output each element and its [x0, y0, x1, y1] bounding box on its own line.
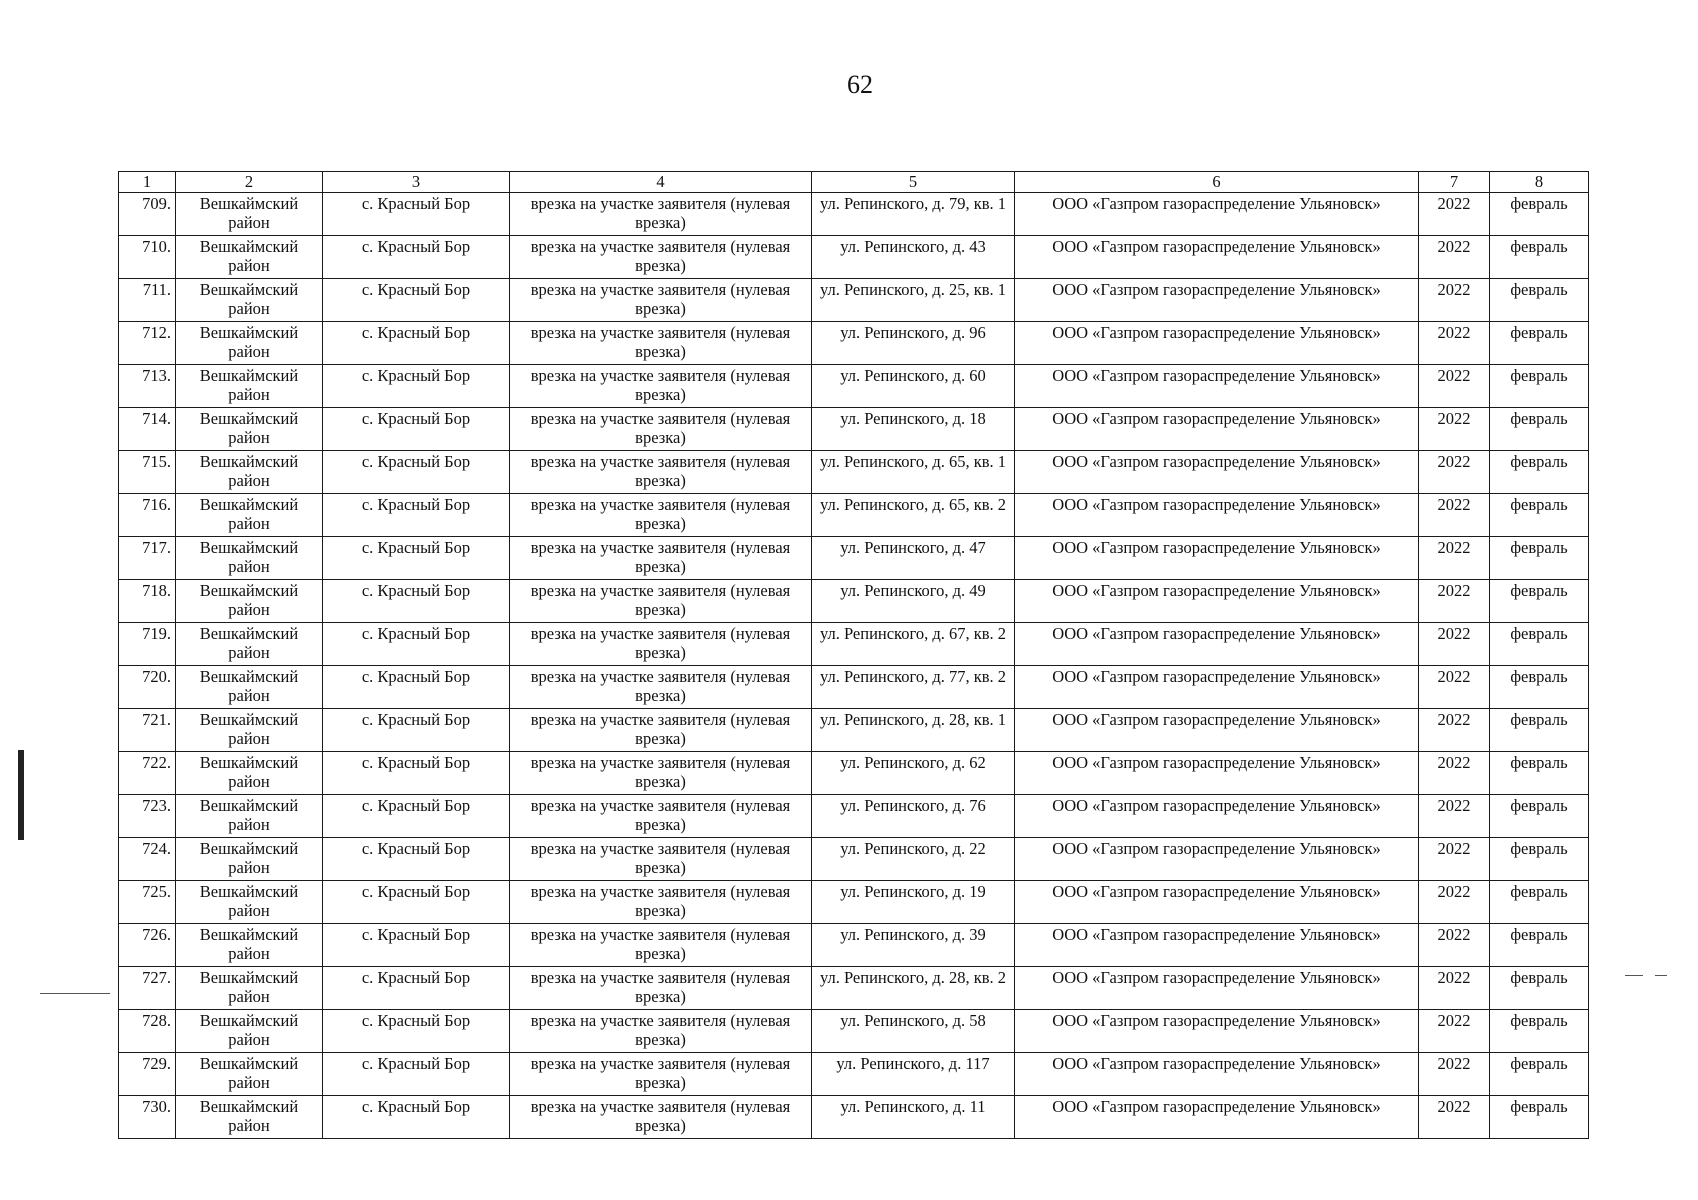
year-cell: 2022 — [1419, 408, 1490, 451]
year-cell: 2022 — [1419, 924, 1490, 967]
table-row — [119, 451, 1589, 494]
row-number-cell: 720. — [119, 666, 176, 709]
table-row — [119, 279, 1589, 322]
month-cell: февраль — [1490, 795, 1589, 838]
address-cell: ул. Репинского, д. 60 — [812, 365, 1015, 408]
year-cell: 2022 — [1419, 580, 1490, 623]
scan-artifact-line — [40, 993, 110, 994]
row-number-cell: 729. — [119, 1053, 176, 1096]
district-cell: Вешкаймский район — [176, 752, 323, 795]
work-type-cell: врезка на участке заявителя (нулевая врезка) — [510, 580, 812, 623]
month-cell: февраль — [1490, 322, 1589, 365]
address-cell: ул. Репинского, д. 39 — [812, 924, 1015, 967]
row-number-cell: 712. — [119, 322, 176, 365]
year-cell: 2022 — [1419, 709, 1490, 752]
work-type-cell: врезка на участке заявителя (нулевая врезка) — [510, 881, 812, 924]
locality-cell: с. Красный Бор — [323, 709, 510, 752]
work-type-cell: врезка на участке заявителя (нулевая врезка) — [510, 537, 812, 580]
row-number-cell: 724. — [119, 838, 176, 881]
district-cell: Вешкаймский район — [176, 494, 323, 537]
year-cell: 2022 — [1419, 451, 1490, 494]
year-cell: 2022 — [1419, 1096, 1490, 1139]
organization-cell: ООО «Газпром газораспределение Ульяновск» — [1015, 494, 1419, 537]
work-type-cell: врезка на участке заявителя (нулевая врезка) — [510, 967, 812, 1010]
table-row — [119, 838, 1589, 881]
table-row — [119, 1053, 1589, 1096]
work-type-cell: врезка на участке заявителя (нулевая врезка) — [510, 322, 812, 365]
organization-cell: ООО «Газпром газораспределение Ульяновск» — [1015, 709, 1419, 752]
locality-cell: с. Красный Бор — [323, 881, 510, 924]
work-type-cell: врезка на участке заявителя (нулевая врезка) — [510, 709, 812, 752]
locality-cell: с. Красный Бор — [323, 967, 510, 1010]
year-cell: 2022 — [1419, 279, 1490, 322]
row-number-cell: 722. — [119, 752, 176, 795]
organization-cell: ООО «Газпром газораспределение Ульяновск» — [1015, 451, 1419, 494]
table-row — [119, 1010, 1589, 1053]
year-cell: 2022 — [1419, 322, 1490, 365]
work-type-cell: врезка на участке заявителя (нулевая врезка) — [510, 279, 812, 322]
locality-cell: с. Красный Бор — [323, 623, 510, 666]
header-cell: 2 — [176, 172, 323, 193]
row-number-cell: 723. — [119, 795, 176, 838]
row-number-cell: 727. — [119, 967, 176, 1010]
organization-cell: ООО «Газпром газораспределение Ульяновск» — [1015, 193, 1419, 236]
work-type-cell: врезка на участке заявителя (нулевая врезка) — [510, 365, 812, 408]
table-body — [119, 193, 1589, 1139]
year-cell: 2022 — [1419, 537, 1490, 580]
work-type-cell: врезка на участке заявителя (нулевая врезка) — [510, 451, 812, 494]
organization-cell: ООО «Газпром газораспределение Ульяновск» — [1015, 365, 1419, 408]
header-cell: 7 — [1419, 172, 1490, 193]
work-type-cell: врезка на участке заявителя (нулевая врезка) — [510, 623, 812, 666]
locality-cell: с. Красный Бор — [323, 1010, 510, 1053]
address-cell: ул. Репинского, д. 96 — [812, 322, 1015, 365]
district-cell: Вешкаймский район — [176, 924, 323, 967]
row-number-cell: 714. — [119, 408, 176, 451]
address-cell: ул. Репинского, д. 76 — [812, 795, 1015, 838]
year-cell: 2022 — [1419, 967, 1490, 1010]
locality-cell: с. Красный Бор — [323, 1096, 510, 1139]
table-row — [119, 795, 1589, 838]
table-row — [119, 1096, 1589, 1139]
locality-cell: с. Красный Бор — [323, 322, 510, 365]
work-type-cell: врезка на участке заявителя (нулевая врезка) — [510, 924, 812, 967]
month-cell: февраль — [1490, 967, 1589, 1010]
organization-cell: ООО «Газпром газораспределение Ульяновск» — [1015, 1010, 1419, 1053]
district-cell: Вешкаймский район — [176, 236, 323, 279]
district-cell: Вешкаймский район — [176, 623, 323, 666]
work-type-cell: врезка на участке заявителя (нулевая врезка) — [510, 494, 812, 537]
address-cell: ул. Репинского, д. 19 — [812, 881, 1015, 924]
district-cell: Вешкаймский район — [176, 537, 323, 580]
organization-cell: ООО «Газпром газораспределение Ульяновск» — [1015, 279, 1419, 322]
month-cell: февраль — [1490, 537, 1589, 580]
address-cell: ул. Репинского, д. 28, кв. 2 — [812, 967, 1015, 1010]
locality-cell: с. Красный Бор — [323, 279, 510, 322]
address-cell: ул. Репинского, д. 28, кв. 1 — [812, 709, 1015, 752]
row-number-cell: 713. — [119, 365, 176, 408]
table-row — [119, 666, 1589, 709]
year-cell: 2022 — [1419, 752, 1490, 795]
table-row — [119, 408, 1589, 451]
row-number-cell: 709. — [119, 193, 176, 236]
locality-cell: с. Красный Бор — [323, 451, 510, 494]
month-cell: февраль — [1490, 365, 1589, 408]
month-cell: февраль — [1490, 236, 1589, 279]
organization-cell: ООО «Газпром газораспределение Ульяновск» — [1015, 967, 1419, 1010]
row-number-cell: 728. — [119, 1010, 176, 1053]
scan-artifact-mark — [18, 750, 24, 840]
address-cell: ул. Репинского, д. 43 — [812, 236, 1015, 279]
address-cell: ул. Репинского, д. 65, кв. 1 — [812, 451, 1015, 494]
district-cell: Вешкаймский район — [176, 967, 323, 1010]
month-cell: февраль — [1490, 924, 1589, 967]
works-schedule-table — [118, 171, 1589, 1139]
year-cell: 2022 — [1419, 1053, 1490, 1096]
address-cell: ул. Репинского, д. 47 — [812, 537, 1015, 580]
address-cell: ул. Репинского, д. 77, кв. 2 — [812, 666, 1015, 709]
row-number-cell: 718. — [119, 580, 176, 623]
district-cell: Вешкаймский район — [176, 881, 323, 924]
organization-cell: ООО «Газпром газораспределение Ульяновск» — [1015, 924, 1419, 967]
month-cell: февраль — [1490, 623, 1589, 666]
month-cell: февраль — [1490, 1096, 1589, 1139]
month-cell: февраль — [1490, 881, 1589, 924]
district-cell: Вешкаймский район — [176, 1053, 323, 1096]
month-cell: февраль — [1490, 580, 1589, 623]
month-cell: февраль — [1490, 279, 1589, 322]
address-cell: ул. Репинского, д. 67, кв. 2 — [812, 623, 1015, 666]
year-cell: 2022 — [1419, 881, 1490, 924]
organization-cell: ООО «Газпром газораспределение Ульяновск» — [1015, 795, 1419, 838]
district-cell: Вешкаймский район — [176, 795, 323, 838]
row-number-cell: 711. — [119, 279, 176, 322]
header-cell: 3 — [323, 172, 510, 193]
table-row — [119, 623, 1589, 666]
month-cell: февраль — [1490, 838, 1589, 881]
work-type-cell: врезка на участке заявителя (нулевая врезка) — [510, 236, 812, 279]
work-type-cell: врезка на участке заявителя (нулевая врезка) — [510, 795, 812, 838]
district-cell: Вешкаймский район — [176, 666, 323, 709]
locality-cell: с. Красный Бор — [323, 494, 510, 537]
table-row — [119, 236, 1589, 279]
address-cell: ул. Репинского, д. 79, кв. 1 — [812, 193, 1015, 236]
table-row — [119, 709, 1589, 752]
row-number-cell: 719. — [119, 623, 176, 666]
work-type-cell: врезка на участке заявителя (нулевая врезка) — [510, 666, 812, 709]
month-cell: февраль — [1490, 666, 1589, 709]
scan-artifact-line — [1625, 975, 1643, 976]
address-cell: ул. Репинского, д. 18 — [812, 408, 1015, 451]
locality-cell: с. Красный Бор — [323, 924, 510, 967]
district-cell: Вешкаймский район — [176, 709, 323, 752]
address-cell: ул. Репинского, д. 11 — [812, 1096, 1015, 1139]
district-cell: Вешкаймский район — [176, 451, 323, 494]
locality-cell: с. Красный Бор — [323, 408, 510, 451]
year-cell: 2022 — [1419, 666, 1490, 709]
organization-cell: ООО «Газпром газораспределение Ульяновск» — [1015, 623, 1419, 666]
work-type-cell: врезка на участке заявителя (нулевая врезка) — [510, 1010, 812, 1053]
year-cell: 2022 — [1419, 236, 1490, 279]
district-cell: Вешкаймский район — [176, 279, 323, 322]
locality-cell: с. Красный Бор — [323, 537, 510, 580]
district-cell: Вешкаймский район — [176, 838, 323, 881]
address-cell: ул. Репинского, д. 22 — [812, 838, 1015, 881]
work-type-cell: врезка на участке заявителя (нулевая врезка) — [510, 838, 812, 881]
table-row — [119, 365, 1589, 408]
organization-cell: ООО «Газпром газораспределение Ульяновск» — [1015, 580, 1419, 623]
address-cell: ул. Репинского, д. 58 — [812, 1010, 1015, 1053]
organization-cell: ООО «Газпром газораспределение Ульяновск» — [1015, 1096, 1419, 1139]
header-cell: 1 — [119, 172, 176, 193]
year-cell: 2022 — [1419, 623, 1490, 666]
work-type-cell: врезка на участке заявителя (нулевая врезка) — [510, 1053, 812, 1096]
year-cell: 2022 — [1419, 838, 1490, 881]
table-row — [119, 924, 1589, 967]
locality-cell: с. Красный Бор — [323, 365, 510, 408]
work-type-cell: врезка на участке заявителя (нулевая врезка) — [510, 752, 812, 795]
organization-cell: ООО «Газпром газораспределение Ульяновск» — [1015, 408, 1419, 451]
header-row — [119, 172, 1589, 193]
year-cell: 2022 — [1419, 365, 1490, 408]
locality-cell: с. Красный Бор — [323, 1053, 510, 1096]
work-type-cell: врезка на участке заявителя (нулевая врезка) — [510, 1096, 812, 1139]
locality-cell: с. Красный Бор — [323, 193, 510, 236]
district-cell: Вешкаймский район — [176, 1096, 323, 1139]
year-cell: 2022 — [1419, 1010, 1490, 1053]
organization-cell: ООО «Газпром газораспределение Ульяновск» — [1015, 236, 1419, 279]
header-cell: 5 — [812, 172, 1015, 193]
locality-cell: с. Красный Бор — [323, 666, 510, 709]
month-cell: февраль — [1490, 494, 1589, 537]
locality-cell: с. Красный Бор — [323, 838, 510, 881]
table-row — [119, 881, 1589, 924]
month-cell: февраль — [1490, 752, 1589, 795]
row-number-cell: 730. — [119, 1096, 176, 1139]
scan-artifact-line — [1655, 975, 1667, 976]
header-cell: 6 — [1015, 172, 1419, 193]
district-cell: Вешкаймский район — [176, 193, 323, 236]
district-cell: Вешкаймский район — [176, 580, 323, 623]
year-cell: 2022 — [1419, 795, 1490, 838]
row-number-cell: 726. — [119, 924, 176, 967]
month-cell: февраль — [1490, 451, 1589, 494]
page-number: 62 — [847, 70, 873, 99]
address-cell: ул. Репинского, д. 65, кв. 2 — [812, 494, 1015, 537]
organization-cell: ООО «Газпром газораспределение Ульяновск» — [1015, 1053, 1419, 1096]
month-cell: февраль — [1490, 1053, 1589, 1096]
address-cell: ул. Репинского, д. 49 — [812, 580, 1015, 623]
organization-cell: ООО «Газпром газораспределение Ульяновск» — [1015, 838, 1419, 881]
locality-cell: с. Красный Бор — [323, 795, 510, 838]
district-cell: Вешкаймский район — [176, 322, 323, 365]
table-row — [119, 494, 1589, 537]
row-number-cell: 716. — [119, 494, 176, 537]
month-cell: февраль — [1490, 408, 1589, 451]
year-cell: 2022 — [1419, 494, 1490, 537]
organization-cell: ООО «Газпром газораспределение Ульяновск» — [1015, 537, 1419, 580]
header-cell: 8 — [1490, 172, 1589, 193]
table-row — [119, 193, 1589, 236]
table-row — [119, 967, 1589, 1010]
table-row — [119, 580, 1589, 623]
locality-cell: с. Красный Бор — [323, 580, 510, 623]
district-cell: Вешкаймский район — [176, 1010, 323, 1053]
locality-cell: с. Красный Бор — [323, 752, 510, 795]
year-cell: 2022 — [1419, 193, 1490, 236]
organization-cell: ООО «Газпром газораспределение Ульяновск» — [1015, 322, 1419, 365]
locality-cell: с. Красный Бор — [323, 236, 510, 279]
month-cell: февраль — [1490, 1010, 1589, 1053]
organization-cell: ООО «Газпром газораспределение Ульяновск» — [1015, 752, 1419, 795]
table-row — [119, 537, 1589, 580]
address-cell: ул. Репинского, д. 117 — [812, 1053, 1015, 1096]
row-number-cell: 725. — [119, 881, 176, 924]
row-number-cell: 710. — [119, 236, 176, 279]
row-number-cell: 721. — [119, 709, 176, 752]
address-cell: ул. Репинского, д. 62 — [812, 752, 1015, 795]
organization-cell: ООО «Газпром газораспределение Ульяновск» — [1015, 666, 1419, 709]
month-cell: февраль — [1490, 709, 1589, 752]
table-row — [119, 752, 1589, 795]
header-cell: 4 — [510, 172, 812, 193]
district-cell: Вешкаймский район — [176, 408, 323, 451]
table-row — [119, 322, 1589, 365]
work-type-cell: врезка на участке заявителя (нулевая врезка) — [510, 193, 812, 236]
address-cell: ул. Репинского, д. 25, кв. 1 — [812, 279, 1015, 322]
work-type-cell: врезка на участке заявителя (нулевая врезка) — [510, 408, 812, 451]
month-cell: февраль — [1490, 193, 1589, 236]
row-number-cell: 715. — [119, 451, 176, 494]
row-number-cell: 717. — [119, 537, 176, 580]
organization-cell: ООО «Газпром газораспределение Ульяновск» — [1015, 881, 1419, 924]
district-cell: Вешкаймский район — [176, 365, 323, 408]
